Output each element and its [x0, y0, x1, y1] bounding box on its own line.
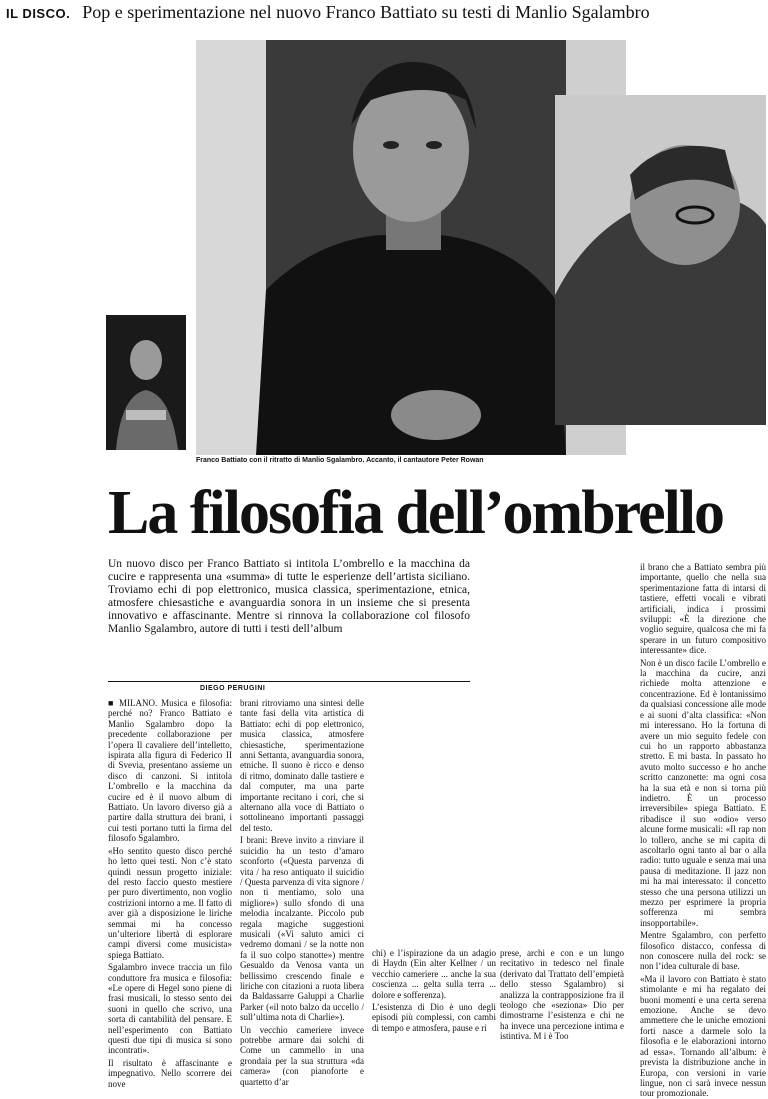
article-paragraph: «Ho sentito questo disco perché ho letto quei testi. Non c’è stato quindi nessun progetto iniziale: del resto faccio questo mestiere per puro divertimento, non voglio costrizioni intorno a me. Il fatto di aver già a disposizione le liriche semmai mi ha concesso un’ulteriore libertà di esplorare campi diversi come musicista» spiega Battiato.: [108, 845, 232, 960]
section-label: IL DISCO.: [6, 6, 71, 21]
article-column-1: [108, 698, 232, 1089]
byline-rule: [108, 681, 470, 682]
article-paragraph: Mentre Sgalambro, con perfetto filosofico distacco, confessa di non conoscere nulla del rock: se non l’idea culturale di base.: [640, 930, 766, 972]
article-paragraph: chi) e l’ispirazione da un adagio di Haydn (Ein alter Kellner / un vecchio cameriere ... anche la sua coscienza ... gelta sulla terra ... dolore e sofferenza).: [372, 948, 496, 1000]
article-column-5: [640, 562, 766, 1099]
article-column-4: [500, 948, 624, 1042]
peter-rowan-photo: [106, 315, 186, 450]
article-paragraph: brani ritroviamo una sintesi delle tante fasi della vita artistica di Battiato: echi di pop elettronico, musica classica, atmosfere chiesastiche, sperimentazione anni Settanta, avanguardia sonora, etniche. Il suono è ricco e denso di ritmo, dominato dalle tastiere e dal computer, ma una parte importante recitano i cori, che si alternano alla voce di Battiato o sottolineano importanti passaggi del testo.: [240, 698, 364, 833]
article-paragraph: L’esistenza di Dio è uno degli episodi più complessi, con cambi di tempo e atmosfera, pause e ri: [372, 1002, 496, 1033]
article-paragraph: Non è un disco facile L’ombrello e la macchina da cucire, anzi richiede molta attenzione e concentrazione. Ed è lontanissimo da qualsiasi concessione alle mode e ai suoni d’alta classifica: «Non mi interessano. Ho la fortuna di avere un mio seguito fedele con cui ho un rapporto abbastanza stretto. E mi basta. In passato ho avuto molto successo e ho anche scritto canzonette: ma ogni cosa ha la sua età e non si torna più indietro. È un processo irreversibile» spiega Battiato. E ribadisce il suo «odio» verso alcune forme musicali: «Il rap non lo tollero, anche se mi capita di ascoltarlo ogni tanto al bar o alla radio: tutto uguale e senza mai una pausa di meditazione. Il jazz non mi ha mai interessato: il concetto stesso che una persona utilizzi un mezzo per esprimere la propria sofferenza mi sembra insopportabile».: [640, 657, 766, 928]
article-paragraph: I brani: Breve invito a rinviare il suicidio ha un testo d’amaro sconforto («Questa parvenza di vita / ha reso antiquato il suicidio / Questa parvenza di vita signore / non ti mentiamo, solo una migliore») sullo sfondo di una melodia incalzante. Piccolo pub regala magiche suggestioni musicali («Vi saluto amici ci vedremo domani / se la notte non fa il suo colpo stanotte») mentre Gesualdo da Venosa vanta un bellissimo crescendo finale e liriche con citazioni a ruota libera da Baldassarre Galuppi a Charlie Parker («il noto balzo da uccello / sull’ultima nota di Charlie»).: [240, 835, 364, 1023]
article-paragraph: ■ MILANO. Musica e filosofia: perché no? Franco Battiato e Manlio Sgalambro dopo la precedente collaborazione per l’opera Il cavaliere dell’intelletto, ispirata alla figura di Federico II di Svevia, presentano assieme un disco di canzoni. Si intitola L’ombrello e la macchina da cucire ed è il nuovo album di Battiato. Un lavoro diverso già a partire dalla struttura dei brani, i cui testi portano tutti la firma del filosofo Sgalambro.: [108, 698, 232, 844]
article-paragraph: il brano che a Battiato sembra più importante, quello che nella sua sperimentazione fatta di intarsi di tastiere, effetti vocali e vibrati artificiali, indica i prossimi sviluppi: «È la direzione che voglio seguire, qualcosa che mi fa sperare in un futuro compositivo interessante» dice.: [640, 562, 766, 656]
article-paragraph: Un vecchio cameriere invece potrebbe armare dai solchi di Come un cammello in una grondaia per la sua struttura «da camera» (con pianoforte e quartetto d’ar: [240, 1024, 364, 1087]
article-paragraph: «Ma il lavoro con Battiato è stato stimolante e mi ha regalato dei buoni momenti e una certa serena emozione. Anche se devo ammettere che le uniche emozioni forti nasce a darmele solo la filosofia e le elaborazioni intorno ad essa». Tornando all’album: è prevista la distribuzione anche in Europa, con versioni in varie lingue, non ci sarà invece nessun tour promozionale.: [640, 973, 766, 1099]
kicker: [6, 2, 766, 26]
article-paragraph: Sgalambro invece traccia un filo conduttore fra musica e filosofia: «Le opere di Hegel sono piene di frasi musicali, lo stesso sento dei suoni in quello che scrivo, una sorta di cantabilità del pensare. E nell’esperimento con Battiato questi due tipi di musica si sono incontrati».: [108, 962, 232, 1056]
kicker-deck: Pop e sperimentazione nel nuovo Franco Battiato su testi di Manlio Sgalambro: [82, 2, 650, 22]
headline: La filosofia dell’ombrello: [108, 479, 724, 547]
article-column-3: [372, 948, 496, 1033]
lead-paragraph: Un nuovo disco per Franco Battiato si intitola L’ombrello e la macchina da cucire e rappresenta una «summa» di tutte le esperienze dell’artista siciliano. Troviamo echi di pop elettronico, musica classica, sperimentazione, etnica, atmosfere chiesastiche e avanguardia sonora in un insieme che si presenta innovativo e affascinante. Mentre si rinnova la collaborazione col filosofo Manlio Sgalambro, autore di tutti i testi dell’album: [108, 558, 470, 635]
article-column-2: [240, 698, 364, 1087]
byline: DIEGO PERUGINI: [200, 685, 266, 692]
photo-caption: Franco Battiato con il ritratto di Manlio Sgalambro. Accanto, il cantautore Peter Rowan: [196, 457, 484, 464]
rowan-graphic: [106, 315, 186, 450]
article-paragraph: Il risultato è affascinante e impegnativo. Nello scorrere dei nove: [108, 1057, 232, 1089]
article-paragraph: prese, archi e con e un lungo recitativo in tedesco nel finale (derivato dal Trattato dell’empietà dello stesso Sgalambro) si analizza la contrapposizione fra il teologo che «seziona» Dio per dimostrarne l’esistenza e chi ne ha invece una percezione intima e istintiva. M i è Too: [500, 948, 624, 1042]
portrait-painting-photo: [555, 95, 766, 425]
sgalambro-portrait-graphic: [555, 95, 766, 425]
